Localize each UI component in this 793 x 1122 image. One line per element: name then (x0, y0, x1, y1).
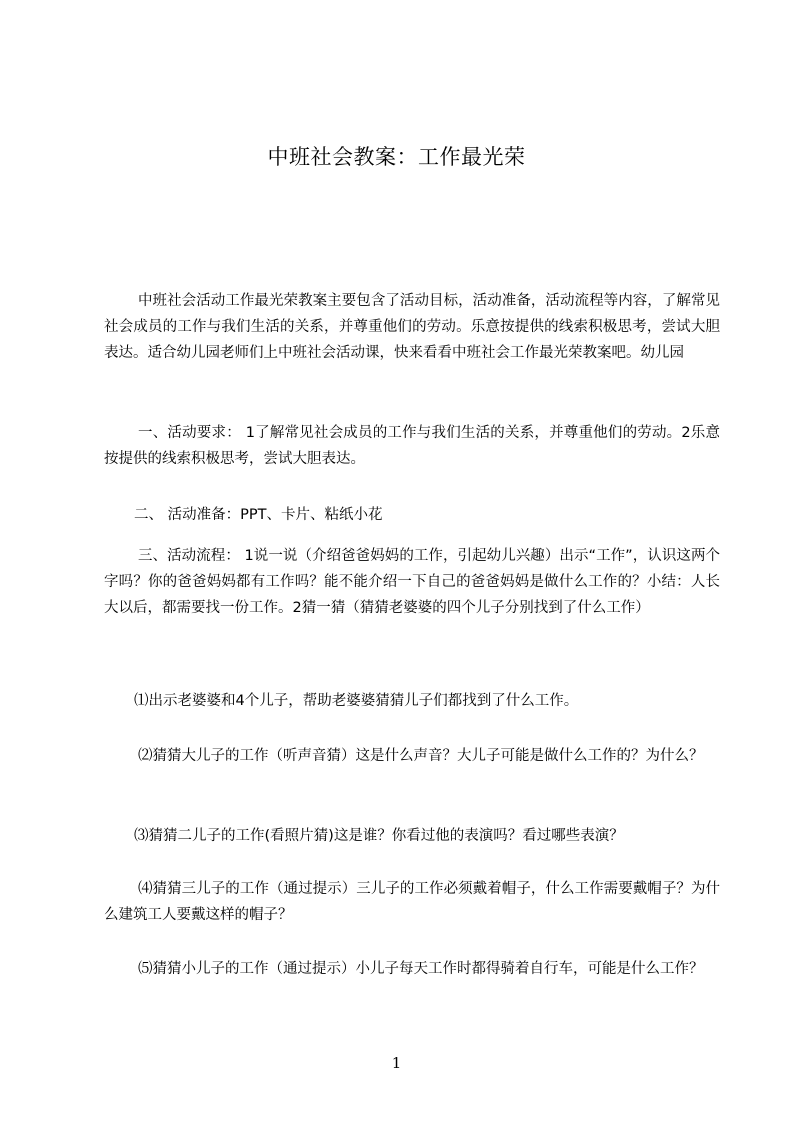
step-5-paragraph: ⑸猜猜小儿子的工作（通过提示）小儿子每天工作时都得骑着自行车，可能是什么工作？ (138, 961, 704, 977)
step-4-paragraph: ⑷猜猜三儿子的工作（通过提示）三儿子的工作必须戴着帽子，什么工作需要戴帽子？为什么建筑工人要戴这样的帽子？ (104, 881, 720, 923)
preparation-paragraph: 二、 活动准备：PPT、卡片、粘纸小花 (134, 507, 383, 523)
intro-paragraph: 中班社会活动工作最光荣教案主要包含了活动目标，活动准备，活动流程等内容，了解常见社会成员的工作与我们生活的关系，并尊重他们的劳动。乐意按提供的线索积极思考，尝试大胆表达。适合幼儿园老师们上中班社会活动课，快来看看中班社会工作最光荣教案吧。幼儿园 (104, 293, 720, 361)
step-3-paragraph: ⑶猜猜二儿子的工作(看照片猜)这是谁？你看过他的表演吗？看过哪些表演？ (134, 828, 624, 844)
step-2-paragraph: ⑵猜猜大儿子的工作（听声音猜）这是什么声音？大儿子可能是做什么工作的？为什么？ (138, 748, 704, 764)
page-number: 1 (391, 1054, 402, 1072)
requirements-paragraph: 一、活动要求： 1了解常见社会成员的工作与我们生活的关系，并尊重他们的劳动。2乐意按提供的线索积极思考，尝试大胆表达。 (104, 425, 720, 467)
document-title: 中班社会教案：工作最光荣 (267, 145, 526, 169)
step-1-paragraph: ⑴出示老婆婆和4个儿子，帮助老婆婆猜猜儿子们都找到了什么工作。 (134, 693, 579, 709)
process-paragraph: 三、活动流程： 1说一说（介绍爸爸妈妈的工作，引起幼儿兴趣）出示“工作”，认识这两个字吗？你的爸爸妈妈都有工作吗？能不能介绍一下自己的爸爸妈妈是做什么工作的？小结：人长大以后，都需要找一份工作。2猜一猜（猜猜老婆婆的四个儿子分别找到了什么工作） (104, 548, 720, 616)
